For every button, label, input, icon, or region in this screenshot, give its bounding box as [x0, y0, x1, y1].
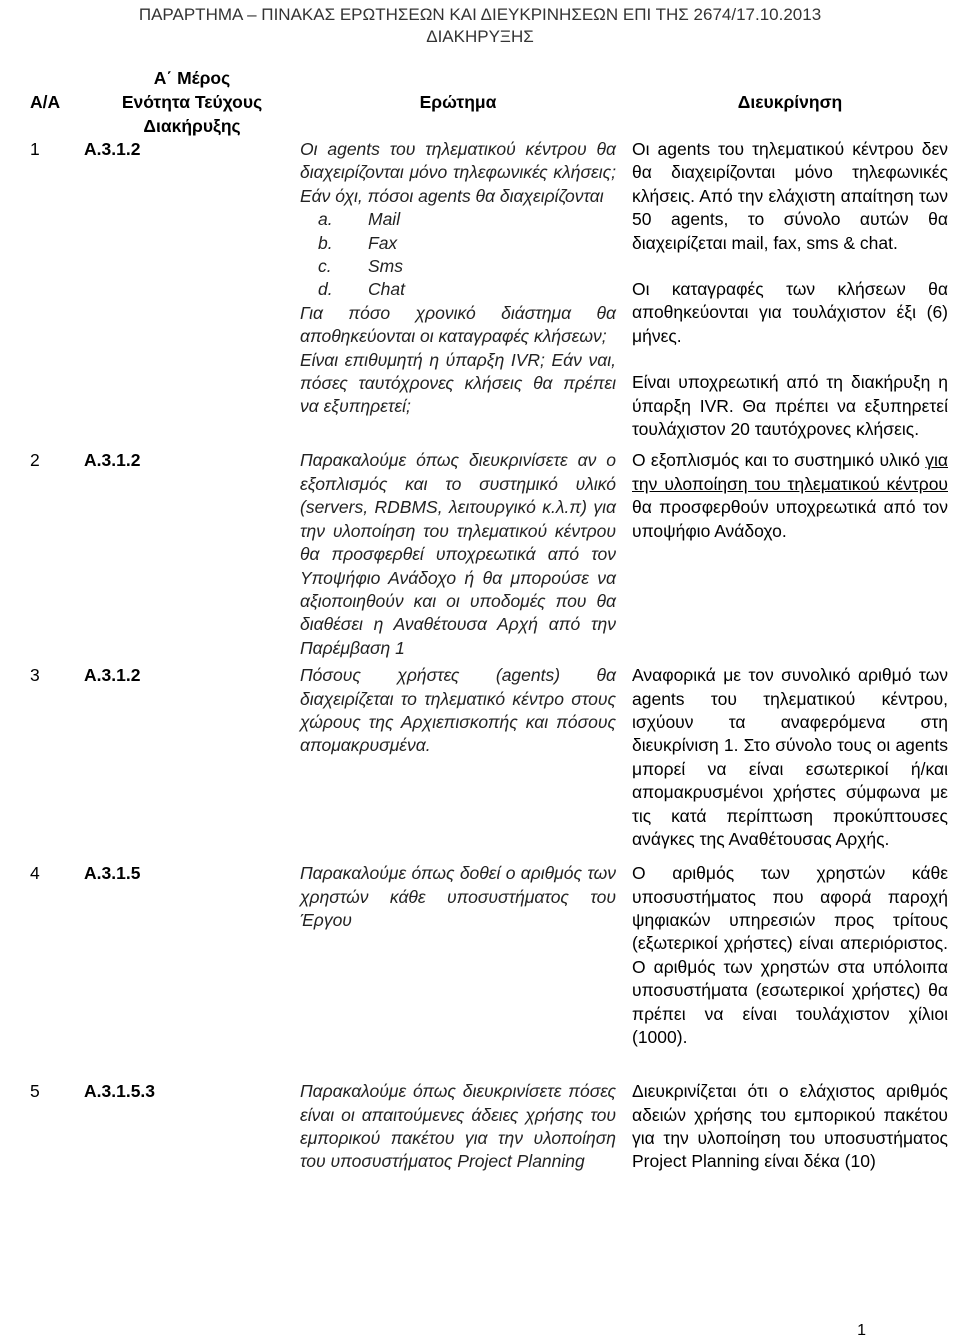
- header-question: Ερώτημα: [419, 92, 497, 112]
- row-answer: Διευκρινίζεται ότι ο ελάχιστος αριθμός αδειών χρήσης του εμπορικού πακέτου για την υλοποίηση του υποσυστήματος Project Planning είναι δέκα (10): [632, 1081, 948, 1172]
- page-number: 1: [857, 1322, 866, 1339]
- table-row: [30, 449, 948, 664]
- question-intro: Οι agents του τηλεματικού κέντρου θα διαχειρίζονται μόνο τηλεφωνικές κλήσεις; Εάν όχι, πόσοι agents θα διαχειρίζονται: [300, 139, 616, 206]
- table-header: [30, 66, 948, 138]
- list-item: a. Mail: [318, 209, 401, 230]
- row-section: Α.3.1.5.3: [84, 1081, 156, 1102]
- row-id: 2: [30, 450, 40, 471]
- header-section-label: Ενότητα Τεύχους Διακήρυξης: [121, 92, 263, 136]
- channel-list: [300, 208, 616, 302]
- header-line-1: ΠΑΡΑΡΤΗΜΑ – ΠΙΝΑΚΑΣ ΕΡΩΤΗΣΕΩΝ ΚΑΙ ΔΙΕΥΚΡΙΝΗΣΕΩΝ ΕΠΙ ΤΗΣ 2674/17.10.2013: [138, 5, 822, 24]
- table-row: [30, 138, 948, 449]
- header-line-2: ΔΙΑΚΗΡΥΞΗΣ: [426, 27, 534, 46]
- question-p2: Για πόσο χρονικό διάστημα θα αποθηκεύονται οι καταγραφές κλήσεων;: [300, 302, 616, 347]
- table-row: [30, 862, 948, 1080]
- header-part: Α΄ Μέρος: [153, 68, 231, 88]
- list-item: c. Sms: [318, 256, 403, 277]
- answer-underlined: για την υλοποίηση του τηλεματικού κέντρου: [632, 450, 948, 494]
- row-answer: Αναφορικά με τον συνολικό αριθμό των agents του τηλεματικού κέντρου, ισχύουν τα αναφερόμενα στη διευκρίνιση 1. Στο σύνολο τους οι agents μπορεί να είναι εσωτερικοί ή/και απομακρυσμένοι χρήστες σύμφωνα με τις κατά περίπτωση προκύπτουσες ανάγκες της Αναθέτουσας Αρχής.: [632, 665, 948, 849]
- row-id: 3: [30, 665, 40, 686]
- row-section: Α.3.1.5: [84, 863, 141, 884]
- list-item: d. Chat: [318, 279, 405, 300]
- row-section: Α.3.1.2: [84, 450, 141, 471]
- row-question: Παρακαλούμε όπως δοθεί ο αριθμός των χρηστών κάθε υποσυστήματος του Έργου: [300, 863, 616, 930]
- row-answer: Ο αριθμός των χρηστών κάθε υποσυστήματος που αφορά παροχή ψηφιακών υπηρεσιών προς τρίτους (εξωτερικοί χρήστες) είναι απεριόριστος. Ο αριθμός των χρηστών στα υπόλοιπα υποσυστήματα (εσωτερικοί χρήστες) θα πρέπει να είναι τουλάχιστον χίλιοι (1000).: [632, 863, 948, 1047]
- row-question: [300, 138, 632, 449]
- table-row: [30, 664, 948, 862]
- answer-p2: Οι καταγραφές των κλήσεων θα αποθηκεύονται για τουλάχιστον έξι (6) μήνες.: [632, 279, 948, 346]
- row-answer: [632, 138, 948, 449]
- header-section: [84, 66, 300, 138]
- row-id: 1: [30, 139, 40, 159]
- table-row: [30, 1080, 948, 1174]
- row-section: Α.3.1.2: [84, 139, 141, 159]
- header-id: Α/Α: [30, 92, 61, 112]
- row-id: 4: [30, 863, 40, 884]
- header-answer: Διευκρίνηση: [737, 92, 843, 112]
- list-item: b. Fax: [318, 232, 398, 253]
- page-header: [0, 4, 960, 48]
- row-question: Παρακαλούμε όπως διευκρινίσετε πόσες είναι οι απαιτούμενες άδειες χρήσης του εμπορικού πακέτου για την υλοποίηση του υποσυστήματος Project Planning: [300, 1081, 616, 1172]
- questions-table: [30, 66, 948, 1174]
- question-p3: Είναι επιθυμητή η ύπαρξη IVR; Εάν ναι, πόσες ταυτόχρονες κλήσεις θα πρέπει να εξυπηρετεί;: [300, 349, 616, 417]
- row-question: Παρακαλούμε όπως διευκρινίσετε αν ο εξοπλισμός και το συστημικό υλικό (servers, RDBMS, λειτουργικό κ.λ.π) για την υλοποίηση του τηλεματικού κέντρου θα προσφερθεί υποχρεωτικά από τον Υποψήφιο Ανάδοχο ή θα μπορούσε να αξιοποιηθούν και οι υποδομές που θα διαθέσει η Αναθέτουσα Αρχή από την Παρέμβαση 1: [300, 450, 616, 658]
- answer-p3: Είναι υποχρεωτική από τη διακήρυξη η ύπαρξη IVR. Θα πρέπει να εξυπηρετεί τουλάχιστον 20 ταυτόχρονες κλήσεις.: [632, 372, 948, 440]
- row-question: Πόσους χρήστες (agents) θα διαχειρίζεται το τηλεματικό κέντρο στους χώρους της Αρχιεπισκοπής και πόσους απομακρυσμένα.: [300, 665, 616, 756]
- row-id: 5: [30, 1081, 40, 1102]
- answer-p1: Οι agents του τηλεματικού κέντρου δεν θα διαχειρίζονται μόνο τηλεφωνικές κλήσεις. Από την ελάχιστη απαίτηση των 50 agents, το σύνολο αυτών θα διαχειρίζεται mail, fax, sms & chat.: [632, 139, 948, 253]
- row-section: Α.3.1.2: [84, 665, 141, 686]
- row-answer: Ο εξοπλισμός και το συστημικό υλικό για την υλοποίηση του τηλεματικού κέντρου θα προσφερθούν υποχρεωτικά από τον υποψήφιο Ανάδοχο.: [632, 450, 948, 541]
